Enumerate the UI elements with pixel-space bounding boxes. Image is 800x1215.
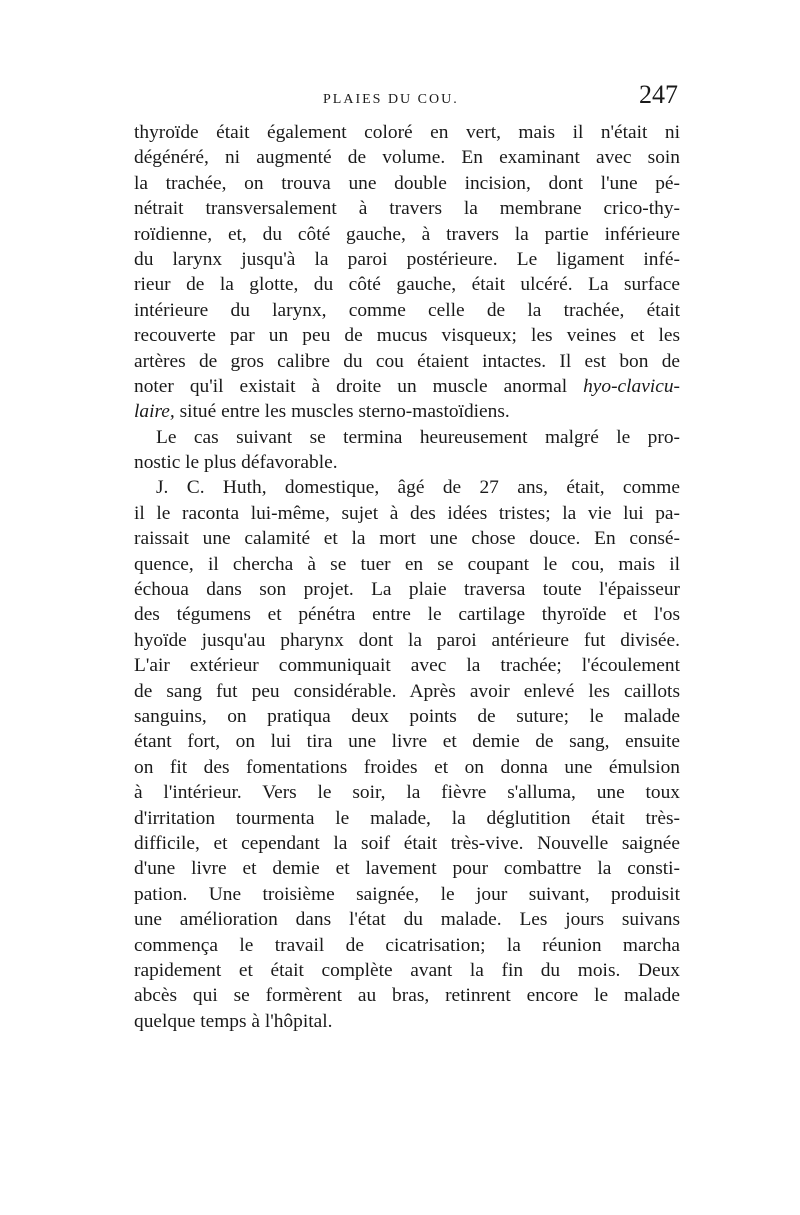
text-line: intérieure du larynx, comme celle de la trachée, était bbox=[134, 299, 680, 321]
body-text bbox=[134, 120, 680, 1034]
text-line: du larynx jusqu'à la paroi postérieure. Le ligament infé- bbox=[134, 248, 680, 270]
text-line: de sang fut peu considérable. Après avoir enlevé les caillots bbox=[134, 680, 680, 702]
text-line: abcès qui se formèrent au bras, retinrent encore le malade bbox=[134, 985, 680, 1007]
paragraph-autopsy bbox=[134, 120, 680, 425]
text-line: roïdienne, et, du côté gauche, à travers la partie inférieure bbox=[134, 223, 680, 245]
text-line: thyroïde était également coloré en vert, mais il n'était ni bbox=[134, 122, 680, 143]
text-line: d'une livre et demie et lavement pour combattre la consti- bbox=[134, 858, 680, 880]
text-line: des tégumens et pénétra entre le cartilage thyroïde et l'os bbox=[134, 604, 680, 626]
italic-term: hyo-clavicu- bbox=[583, 375, 680, 397]
italic-term: laire, bbox=[134, 401, 175, 423]
text-line: raissait une calamité et la mort une chose douce. En consé- bbox=[134, 528, 680, 550]
text-line: Le cas suivant se termina heureusement malgré le pro- bbox=[156, 426, 680, 448]
text-line: rapidement et était complète avant la fin du mois. Deux bbox=[134, 959, 680, 981]
text-line: nostic le plus défavorable. bbox=[134, 452, 338, 474]
paragraph-intro-case bbox=[134, 425, 680, 476]
text-line: rieur de la glotte, du côté gauche, était ulcéré. La surface bbox=[134, 274, 680, 296]
text-line: pation. Une troisième saignée, le jour suivant, produisit bbox=[134, 883, 680, 905]
text-line: L'air extérieur communiquait avec la trachée; l'écoulement bbox=[134, 655, 680, 677]
running-title: PLAIES DU COU. bbox=[323, 92, 459, 107]
text-line: difficile, et cependant la soif était très-vive. Nouvelle saignée bbox=[134, 832, 680, 854]
text-line: d'irritation tourmenta le malade, la déglutition était très- bbox=[134, 807, 680, 829]
text-line: noter qu'il existait à droite un muscle anormal hyo-clavicu- bbox=[134, 375, 680, 397]
text-line: on fit des fomentations froides et on donna une émulsion bbox=[134, 756, 680, 778]
text-line: une amélioration dans l'état du malade. Les jours suivans bbox=[134, 909, 680, 931]
text-line: il le raconta lui-même, sujet à des idées tristes; la vie lui pa- bbox=[134, 502, 680, 524]
text-line: laire, situé entre les muscles sterno-mastoïdiens. bbox=[134, 401, 510, 423]
text-line: hyoïde jusqu'au pharynx dont la paroi antérieure fut divisée. bbox=[134, 629, 680, 651]
text-line: commença le travail de cicatrisation; la réunion marcha bbox=[134, 934, 680, 956]
running-head bbox=[135, 78, 690, 118]
text-line: nétrait transversalement à travers la membrane crico-thy- bbox=[134, 198, 680, 220]
text-line: dégénéré, ni augmenté de volume. En examinant avec soin bbox=[134, 147, 680, 169]
text-line: sanguins, on pratiqua deux points de suture; le malade bbox=[134, 705, 680, 727]
text-line: la trachée, on trouva une double incision, dont l'une pé- bbox=[134, 172, 680, 194]
text-line: quelque temps à l'hôpital. bbox=[134, 1010, 333, 1032]
paragraph-case-huth bbox=[134, 475, 680, 1034]
text-line: artères de gros calibre du cou étaient intactes. Il est bon de bbox=[134, 350, 680, 372]
text-line: recouverte par un peu de mucus visqueux; les veines et les bbox=[134, 325, 680, 347]
text-line: J. C. Huth, domestique, âgé de 27 ans, était, comme bbox=[156, 477, 680, 499]
text-line: échoua dans son projet. La plaie traversa toute l'épaisseur bbox=[134, 579, 680, 601]
page-number: 247 bbox=[639, 80, 678, 109]
text-line: étant fort, on lui tira une livre et demie de sang, ensuite bbox=[134, 731, 680, 753]
text-line: quence, il chercha à se tuer en se coupant le cou, mais il bbox=[134, 553, 680, 575]
text-line: à l'intérieur. Vers le soir, la fièvre s'alluma, une toux bbox=[134, 782, 680, 804]
